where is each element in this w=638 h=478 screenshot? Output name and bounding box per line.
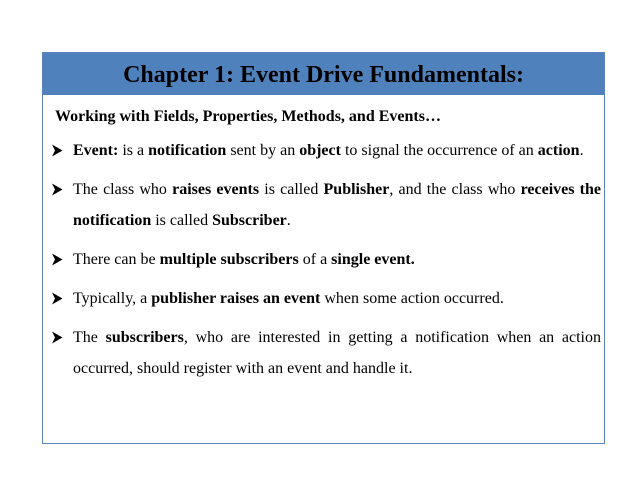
bullet-text-segment: Typically, a [73, 290, 152, 307]
slide-title: Chapter 1: Event Drive Fundamentals: [123, 61, 524, 88]
arrowhead-bullet-icon [51, 244, 65, 275]
bullet-text-segment: is a [118, 142, 149, 159]
bullet-text-segment: The class who [73, 181, 173, 198]
bullet-text-bold: receives the notification [73, 181, 602, 229]
bullet-text-bold: publisher raises an event [151, 290, 321, 307]
bullet-text [73, 251, 415, 268]
bullet-text-bold: Event: [73, 142, 119, 159]
bullet-list [51, 135, 601, 392]
bullet-text-segment: sent by an [226, 142, 300, 159]
bullet-text-bold: raises events [172, 181, 260, 198]
bullet-item [51, 174, 601, 236]
bullet-text-segment: . [286, 212, 291, 229]
bullet-text-bold: multiple subscribers [159, 251, 299, 268]
bullet-text-segment: There can be [73, 251, 160, 268]
slide-frame [42, 52, 605, 444]
bullet-text-segment: is called [151, 212, 213, 229]
bullet-text-bold: single event. [331, 251, 415, 268]
bullet-item [51, 244, 601, 275]
bullet-text [73, 329, 601, 377]
bullet-text [73, 142, 584, 159]
bullet-text-segment: of a [298, 251, 332, 268]
arrowhead-bullet-icon [51, 174, 65, 205]
bullet-text-bold: Publisher [323, 181, 390, 198]
title-bar [43, 53, 604, 95]
bullet-text-bold: notification [148, 142, 227, 159]
bullet-text-bold: object [299, 142, 341, 159]
bullet-text-segment: when some action occurred. [320, 290, 504, 307]
bullet-text-bold: action [537, 142, 580, 159]
bullet-text-segment: , who are interested in getting a notification when an action occurred, should register with an event and handle it. [73, 329, 602, 377]
bullet-item [51, 322, 601, 384]
bullet-text-segment: The [73, 329, 106, 346]
bullet-text [73, 290, 504, 307]
bullet-text [73, 181, 601, 229]
bullet-text-segment: is called [259, 181, 324, 198]
bullet-text-segment: , and the class who [389, 181, 521, 198]
arrowhead-bullet-icon [51, 135, 65, 166]
slide-subtitle: Working with Fields, Properties, Methods, and Events… [55, 108, 441, 125]
bullet-text-bold: subscribers [105, 329, 184, 346]
bullet-item [51, 283, 601, 314]
bullet-text-bold: Subscriber [212, 212, 287, 229]
bullet-text-segment: . [579, 142, 584, 159]
arrowhead-bullet-icon [51, 283, 65, 314]
bullet-text-segment: to signal the occurrence of an [340, 142, 538, 159]
arrowhead-bullet-icon [51, 322, 65, 353]
bullet-item [51, 135, 601, 166]
